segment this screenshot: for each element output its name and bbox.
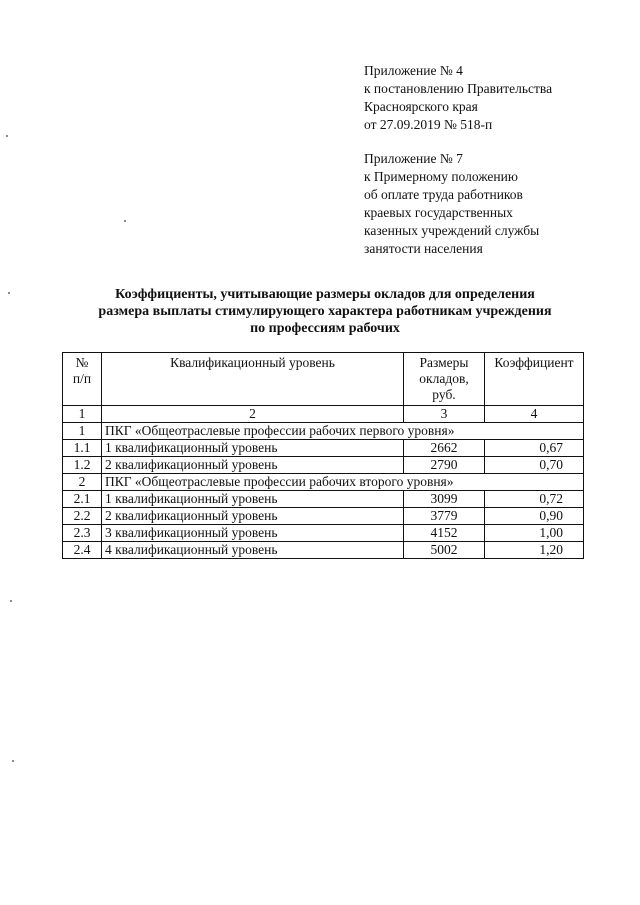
row-level: 4 квалификационный уровень — [102, 542, 404, 559]
column-number-row — [63, 406, 584, 423]
coefficients-table — [62, 352, 584, 559]
table-row — [63, 440, 584, 457]
title-line: размера выплаты стимулирующего характера работникам учреждения — [98, 304, 552, 319]
appendix-7-line: казенных учреждений службы — [364, 223, 540, 238]
appendix-7-line: об оплате труда работников — [364, 187, 523, 202]
appendix-4-line: Приложение № 4 — [364, 63, 463, 78]
header-num-line: п/п — [72, 371, 92, 386]
row-coef: 1,00 — [485, 525, 584, 542]
colnum-cell: 1 — [63, 406, 102, 423]
row-num: 2.3 — [63, 525, 102, 542]
group-label: ПКГ «Общеотраслевые профессии рабочих первого уровня» — [102, 423, 584, 440]
row-salary: 4152 — [404, 525, 485, 542]
table-row — [63, 491, 584, 508]
table-header-row — [63, 353, 584, 406]
row-coef: 0,67 — [485, 440, 584, 457]
scan-speck — [124, 220, 126, 222]
table-row — [63, 508, 584, 525]
row-salary: 5002 — [404, 542, 485, 559]
header-num-line: № — [75, 355, 89, 370]
table-group-row — [63, 474, 584, 491]
header-coef: Коэффициент — [485, 353, 584, 406]
header-salary — [404, 353, 485, 406]
colnum-cell: 3 — [404, 406, 485, 423]
appendix-7-line: к Примерному положению — [364, 169, 518, 184]
row-level: 3 квалификационный уровень — [102, 525, 404, 542]
row-level: 1 квалификационный уровень — [102, 440, 404, 457]
header-level: Квалификационный уровень — [102, 353, 404, 406]
row-level: 2 квалификационный уровень — [102, 508, 404, 525]
row-num: 2.4 — [63, 542, 102, 559]
table-row — [63, 542, 584, 559]
title-line: Коэффициенты, учитывающие размеры окладов для определения — [115, 287, 535, 302]
row-num: 2.1 — [63, 491, 102, 508]
appendix-4-line: Красноярского края — [364, 99, 478, 114]
title-line: по профессиям рабочих — [250, 321, 400, 336]
scan-speck — [10, 600, 12, 602]
row-salary: 3099 — [404, 491, 485, 508]
appendix-7-line: Приложение № 7 — [364, 151, 463, 166]
row-coef: 0,70 — [485, 457, 584, 474]
row-salary: 3779 — [404, 508, 485, 525]
row-salary: 2662 — [404, 440, 485, 457]
row-coef: 0,72 — [485, 491, 584, 508]
row-num: 1 — [63, 423, 102, 440]
row-coef: 0,90 — [485, 508, 584, 525]
header-salary-line: руб. — [432, 387, 456, 402]
group-label: ПКГ «Общеотраслевые профессии рабочих второго уровня» — [102, 474, 584, 491]
row-num: 2 — [63, 474, 102, 491]
appendix-4-line: к постановлению Правительства — [364, 81, 553, 96]
appendix-7-block — [364, 150, 624, 258]
header-num — [63, 353, 102, 406]
row-num: 2.2 — [63, 508, 102, 525]
table-group-row — [63, 423, 584, 440]
table-row — [63, 457, 584, 474]
table-row — [63, 525, 584, 542]
appendix-7-line: краевых государственных — [364, 205, 513, 220]
colnum-cell: 4 — [485, 406, 584, 423]
row-num: 1.2 — [63, 457, 102, 474]
appendix-4-line: от 27.09.2019 № 518-п — [364, 117, 493, 132]
header-salary-line: окладов, — [419, 371, 469, 386]
scan-speck — [12, 760, 14, 762]
scan-speck — [8, 292, 10, 294]
colnum-cell: 2 — [102, 406, 404, 423]
document-title — [40, 286, 610, 337]
row-coef: 1,20 — [485, 542, 584, 559]
row-salary: 2790 — [404, 457, 485, 474]
appendix-4-block — [364, 62, 624, 134]
header-salary-line: Размеры — [419, 355, 469, 370]
appendix-7-line: занятости населения — [364, 241, 483, 256]
row-level: 1 квалификационный уровень — [102, 491, 404, 508]
row-num: 1.1 — [63, 440, 102, 457]
row-level: 2 квалификационный уровень — [102, 457, 404, 474]
scan-speck — [6, 135, 8, 137]
